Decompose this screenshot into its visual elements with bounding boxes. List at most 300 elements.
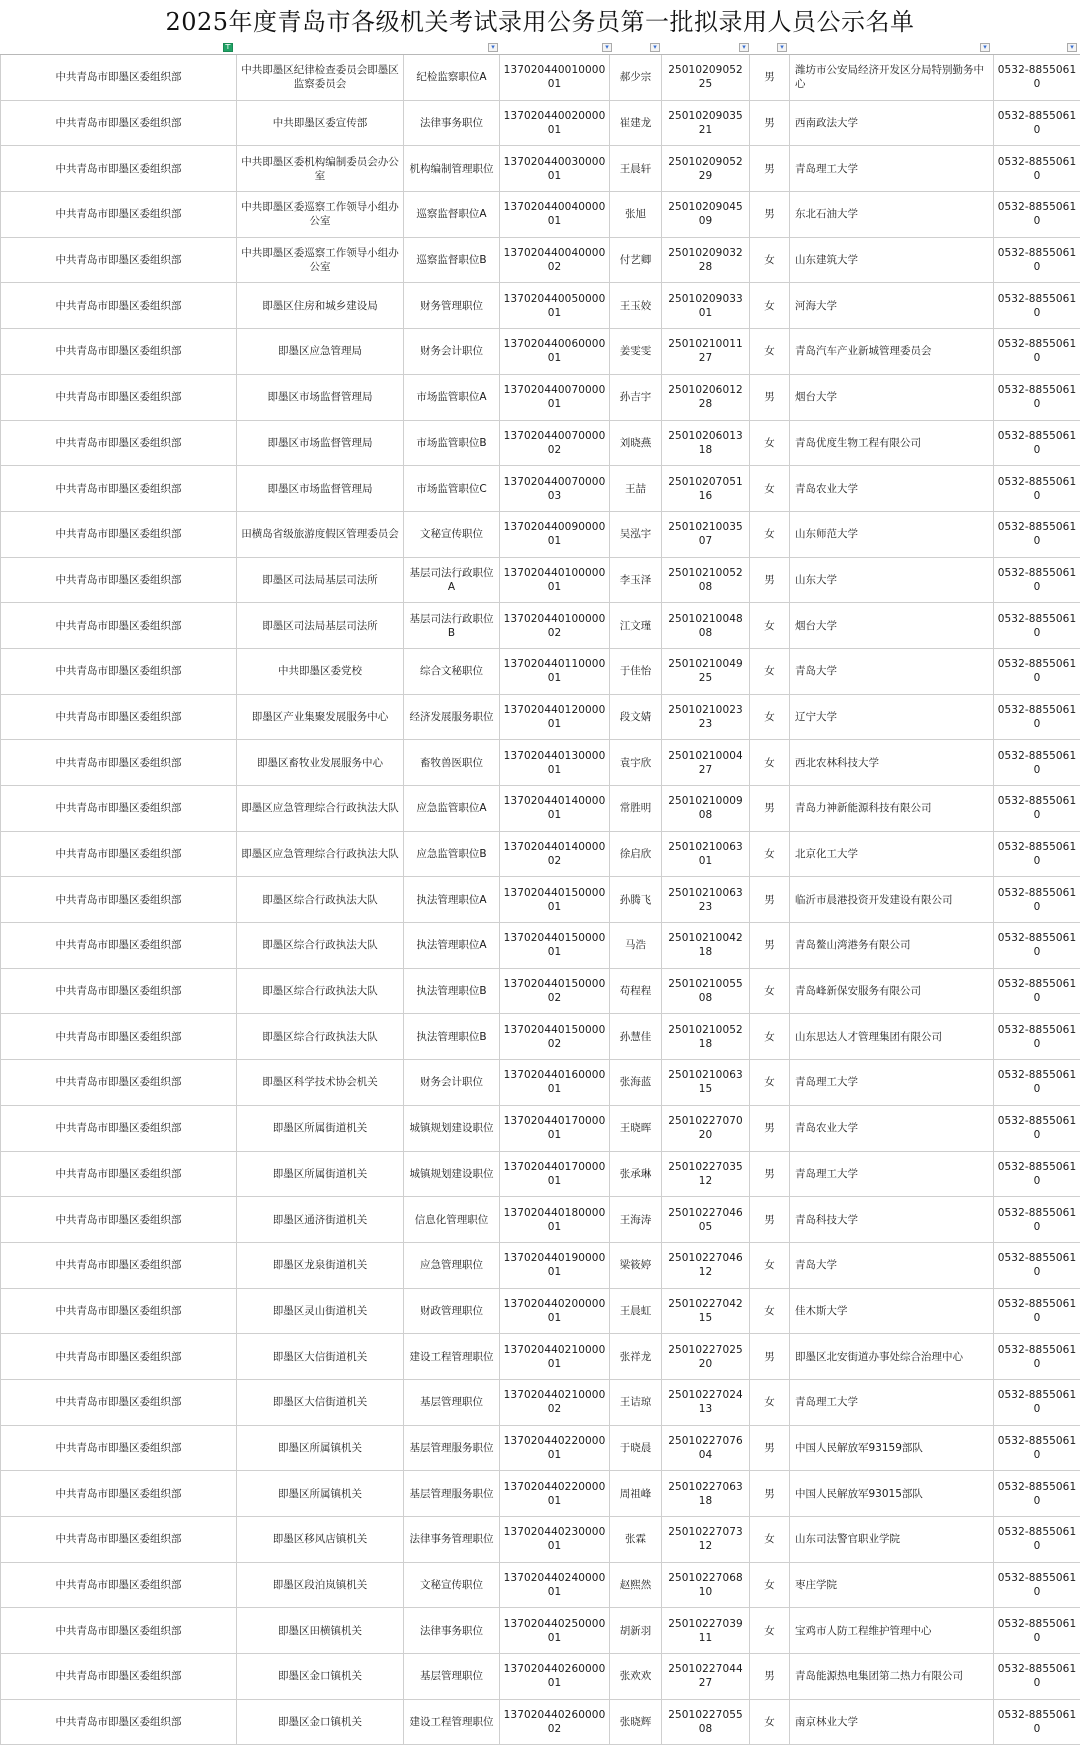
cell-contact-phone[interactable]: 0532-88550610 [994, 466, 1080, 512]
cell-contact-phone[interactable]: 0532-88550610 [994, 1471, 1080, 1517]
cell-school-or-employer[interactable]: 青岛力神新能源科技有限公司 [790, 786, 994, 832]
cell-position-code[interactable]: 13702044020000001 [500, 1288, 610, 1334]
cell-gender[interactable]: 男 [750, 1334, 790, 1380]
cell-position[interactable]: 应急管理职位 [404, 1242, 500, 1288]
cell-school-or-employer[interactable]: 中国人民解放军93015部队 [790, 1471, 994, 1517]
cell-recruiting-unit[interactable]: 中共青岛市即墨区委组织部 [1, 1699, 237, 1745]
cell-recruiting-unit[interactable]: 中共青岛市即墨区委组织部 [1, 146, 237, 192]
cell-position-code[interactable]: 13702044019000001 [500, 1242, 610, 1288]
cell-position-code[interactable]: 13702044013000001 [500, 740, 610, 786]
cell-gender[interactable]: 女 [750, 740, 790, 786]
cell-gender[interactable]: 女 [750, 1517, 790, 1563]
cell-school-or-employer[interactable]: 青岛科技大学 [790, 1197, 994, 1243]
cell-gender[interactable]: 女 [750, 237, 790, 283]
cell-candidate-name[interactable]: 袁宇欣 [610, 740, 662, 786]
cell-school-or-employer[interactable]: 青岛理工大学 [790, 1379, 994, 1425]
cell-school-or-employer[interactable]: 山东大学 [790, 557, 994, 603]
cell-position[interactable]: 基层管理职位 [404, 1379, 500, 1425]
cell-position[interactable]: 经济发展服务职位 [404, 694, 500, 740]
cell-position-code[interactable]: 13702044025000001 [500, 1608, 610, 1654]
cell-department[interactable]: 即墨区司法局基层司法所 [237, 557, 404, 603]
cell-exam-number[interactable]: 2501021002323 [662, 694, 750, 740]
cell-position[interactable]: 基层管理服务职位 [404, 1471, 500, 1517]
cell-candidate-name[interactable]: 王晓晖 [610, 1105, 662, 1151]
cell-department[interactable]: 即墨区综合行政执法大队 [237, 1014, 404, 1060]
cell-gender[interactable]: 女 [750, 1699, 790, 1745]
cell-department[interactable]: 即墨区住房和城乡建设局 [237, 283, 404, 329]
cell-position-code[interactable]: 13702044007000003 [500, 466, 610, 512]
cell-school-or-employer[interactable]: 中国人民解放军93159部队 [790, 1425, 994, 1471]
cell-candidate-name[interactable]: 于佳怡 [610, 648, 662, 694]
cell-contact-phone[interactable]: 0532-88550610 [994, 557, 1080, 603]
cell-department[interactable]: 即墨区金口镇机关 [237, 1654, 404, 1700]
cell-candidate-name[interactable]: 孙腾飞 [610, 877, 662, 923]
cell-recruiting-unit[interactable]: 中共青岛市即墨区委组织部 [1, 831, 237, 877]
filter-dropdown-icon[interactable]: ▾ [980, 43, 990, 52]
cell-position[interactable]: 基层管理职位 [404, 1654, 500, 1700]
cell-position-code[interactable]: 13702044014000001 [500, 786, 610, 832]
cell-position[interactable]: 纪检监察职位A [404, 55, 500, 100]
cell-contact-phone[interactable]: 0532-88550610 [994, 1288, 1080, 1334]
cell-department[interactable]: 即墨区应急管理综合行政执法大队 [237, 786, 404, 832]
cell-school-or-employer[interactable]: 青岛大学 [790, 1242, 994, 1288]
cell-position[interactable]: 城镇规划建设职位 [404, 1105, 500, 1151]
cell-position[interactable]: 市场监管职位C [404, 466, 500, 512]
cell-gender[interactable]: 女 [750, 420, 790, 466]
cell-position[interactable]: 应急监管职位A [404, 786, 500, 832]
cell-contact-phone[interactable]: 0532-88550610 [994, 283, 1080, 329]
cell-position[interactable]: 巡察监督职位A [404, 192, 500, 238]
cell-position[interactable]: 市场监管职位B [404, 420, 500, 466]
cell-position[interactable]: 财政管理职位 [404, 1288, 500, 1334]
cell-contact-phone[interactable]: 0532-88550610 [994, 648, 1080, 694]
cell-gender[interactable]: 男 [750, 557, 790, 603]
cell-exam-number[interactable]: 2501022706318 [662, 1471, 750, 1517]
cell-position[interactable]: 信息化管理职位 [404, 1197, 500, 1243]
cell-recruiting-unit[interactable]: 中共青岛市即墨区委组织部 [1, 420, 237, 466]
cell-recruiting-unit[interactable]: 中共青岛市即墨区委组织部 [1, 648, 237, 694]
cell-contact-phone[interactable]: 0532-88550610 [994, 1425, 1080, 1471]
cell-candidate-name[interactable]: 江文瑾 [610, 603, 662, 649]
cell-recruiting-unit[interactable]: 中共青岛市即墨区委组织部 [1, 1654, 237, 1700]
cell-gender[interactable]: 男 [750, 786, 790, 832]
cell-exam-number[interactable]: 2501021006315 [662, 1060, 750, 1106]
table-row[interactable] [1, 1608, 1080, 1654]
cell-contact-phone[interactable]: 0532-88550610 [994, 1654, 1080, 1700]
cell-recruiting-unit[interactable]: 中共青岛市即墨区委组织部 [1, 100, 237, 146]
cell-school-or-employer[interactable]: 青岛能源热电集团第二热力有限公司 [790, 1654, 994, 1700]
cell-candidate-name[interactable]: 胡新羽 [610, 1608, 662, 1654]
cell-department[interactable]: 即墨区段泊岚镇机关 [237, 1562, 404, 1608]
cell-candidate-name[interactable]: 付艺卿 [610, 237, 662, 283]
cell-recruiting-unit[interactable]: 中共青岛市即墨区委组织部 [1, 1197, 237, 1243]
cell-candidate-name[interactable]: 孙慧佳 [610, 1014, 662, 1060]
cell-contact-phone[interactable]: 0532-88550610 [994, 1379, 1080, 1425]
cell-candidate-name[interactable]: 孙吉宇 [610, 374, 662, 420]
table-row[interactable] [1, 1197, 1080, 1243]
cell-department[interactable]: 即墨区综合行政执法大队 [237, 877, 404, 923]
cell-gender[interactable]: 男 [750, 1105, 790, 1151]
cell-school-or-employer[interactable]: 河海大学 [790, 283, 994, 329]
table-row[interactable] [1, 1334, 1080, 1380]
cell-contact-phone[interactable]: 0532-88550610 [994, 100, 1080, 146]
cell-candidate-name[interactable]: 王喆 [610, 466, 662, 512]
cell-candidate-name[interactable]: 王诘琼 [610, 1379, 662, 1425]
cell-gender[interactable]: 女 [750, 466, 790, 512]
cell-candidate-name[interactable]: 张旭 [610, 192, 662, 238]
cell-department[interactable]: 即墨区所属镇机关 [237, 1425, 404, 1471]
cell-position-code[interactable]: 13702044026000002 [500, 1699, 610, 1745]
cell-position[interactable]: 基层管理服务职位 [404, 1425, 500, 1471]
cell-department[interactable]: 即墨区市场监督管理局 [237, 420, 404, 466]
filter-dropdown-icon[interactable]: ▾ [488, 43, 498, 52]
cell-exam-number[interactable]: 2501020905229 [662, 146, 750, 192]
cell-exam-number[interactable]: 2501021004808 [662, 603, 750, 649]
table-row[interactable] [1, 374, 1080, 420]
cell-position-code[interactable]: 13702044003000001 [500, 146, 610, 192]
cell-position-code[interactable]: 13702044021000002 [500, 1379, 610, 1425]
cell-position-code[interactable]: 13702044024000001 [500, 1562, 610, 1608]
table-row[interactable] [1, 1471, 1080, 1517]
cell-candidate-name[interactable]: 张欢欢 [610, 1654, 662, 1700]
cell-recruiting-unit[interactable]: 中共青岛市即墨区委组织部 [1, 283, 237, 329]
cell-department[interactable]: 即墨区移风店镇机关 [237, 1517, 404, 1563]
cell-department[interactable]: 即墨区所属街道机关 [237, 1151, 404, 1197]
cell-gender[interactable]: 男 [750, 1654, 790, 1700]
cell-exam-number[interactable]: 2501022705508 [662, 1699, 750, 1745]
cell-department[interactable]: 即墨区司法局基层司法所 [237, 603, 404, 649]
table-row[interactable] [1, 420, 1080, 466]
cell-position-code[interactable]: 13702044014000002 [500, 831, 610, 877]
cell-position-code[interactable]: 13702044015000001 [500, 877, 610, 923]
cell-contact-phone[interactable]: 0532-88550610 [994, 420, 1080, 466]
cell-school-or-employer[interactable]: 青岛理工大学 [790, 146, 994, 192]
cell-contact-phone[interactable]: 0532-88550610 [994, 146, 1080, 192]
cell-department[interactable]: 即墨区应急管理综合行政执法大队 [237, 831, 404, 877]
filter-dropdown-icon[interactable]: ▾ [777, 43, 787, 52]
cell-position[interactable]: 执法管理职位B [404, 1014, 500, 1060]
cell-recruiting-unit[interactable]: 中共青岛市即墨区委组织部 [1, 1562, 237, 1608]
cell-exam-number[interactable]: 2501022707020 [662, 1105, 750, 1151]
cell-school-or-employer[interactable]: 青岛峰新保安服务有限公司 [790, 968, 994, 1014]
table-row[interactable] [1, 100, 1080, 146]
cell-position-code[interactable]: 13702044018000001 [500, 1197, 610, 1243]
cell-gender[interactable]: 男 [750, 1425, 790, 1471]
cell-school-or-employer[interactable]: 青岛理工大学 [790, 1151, 994, 1197]
cell-exam-number[interactable]: 2501021000427 [662, 740, 750, 786]
cell-candidate-name[interactable]: 苟程程 [610, 968, 662, 1014]
cell-exam-number[interactable]: 2501022707604 [662, 1425, 750, 1471]
cell-candidate-name[interactable]: 梁筱婷 [610, 1242, 662, 1288]
cell-exam-number[interactable]: 2501021005208 [662, 557, 750, 603]
cell-position-code[interactable]: 13702044006000001 [500, 329, 610, 375]
cell-recruiting-unit[interactable]: 中共青岛市即墨区委组织部 [1, 1608, 237, 1654]
cell-recruiting-unit[interactable]: 中共青岛市即墨区委组织部 [1, 923, 237, 969]
cell-candidate-name[interactable]: 徐启欣 [610, 831, 662, 877]
cell-gender[interactable]: 男 [750, 1151, 790, 1197]
cell-contact-phone[interactable]: 0532-88550610 [994, 374, 1080, 420]
cell-department[interactable]: 即墨区综合行政执法大队 [237, 923, 404, 969]
cell-contact-phone[interactable]: 0532-88550610 [994, 603, 1080, 649]
cell-exam-number[interactable]: 2501021000908 [662, 786, 750, 832]
cell-gender[interactable]: 男 [750, 923, 790, 969]
cell-recruiting-unit[interactable]: 中共青岛市即墨区委组织部 [1, 1060, 237, 1106]
cell-candidate-name[interactable]: 王晨虹 [610, 1288, 662, 1334]
cell-exam-number[interactable]: 2501020905225 [662, 55, 750, 100]
cell-position-code[interactable]: 13702044007000002 [500, 420, 610, 466]
cell-position-code[interactable]: 13702044015000002 [500, 1014, 610, 1060]
table-row[interactable] [1, 329, 1080, 375]
cell-exam-number[interactable]: 2501020601228 [662, 374, 750, 420]
cell-gender[interactable]: 男 [750, 877, 790, 923]
cell-gender[interactable]: 女 [750, 694, 790, 740]
cell-department[interactable]: 即墨区大信街道机关 [237, 1379, 404, 1425]
cell-school-or-employer[interactable]: 山东建筑大学 [790, 237, 994, 283]
cell-position[interactable]: 财务会计职位 [404, 1060, 500, 1106]
cell-department[interactable]: 即墨区龙泉街道机关 [237, 1242, 404, 1288]
table-row[interactable] [1, 603, 1080, 649]
cell-candidate-name[interactable]: 崔建龙 [610, 100, 662, 146]
cell-school-or-employer[interactable]: 潍坊市公安局经济开发区分局特别勤务中心 [790, 55, 994, 100]
table-row[interactable] [1, 1014, 1080, 1060]
cell-contact-phone[interactable]: 0532-88550610 [994, 55, 1080, 100]
cell-department[interactable]: 即墨区通济街道机关 [237, 1197, 404, 1243]
cell-position[interactable]: 畜牧兽医职位 [404, 740, 500, 786]
table-row[interactable] [1, 1517, 1080, 1563]
cell-exam-number[interactable]: 2501021005218 [662, 1014, 750, 1060]
cell-gender[interactable]: 女 [750, 511, 790, 557]
cell-position[interactable]: 建设工程管理职位 [404, 1334, 500, 1380]
cell-department[interactable]: 即墨区大信街道机关 [237, 1334, 404, 1380]
cell-department[interactable]: 即墨区市场监督管理局 [237, 466, 404, 512]
table-row[interactable] [1, 466, 1080, 512]
cell-recruiting-unit[interactable]: 中共青岛市即墨区委组织部 [1, 786, 237, 832]
cell-candidate-name[interactable]: 马浩 [610, 923, 662, 969]
cell-position-code[interactable]: 13702044022000001 [500, 1471, 610, 1517]
cell-gender[interactable]: 女 [750, 1014, 790, 1060]
cell-recruiting-unit[interactable]: 中共青岛市即墨区委组织部 [1, 1242, 237, 1288]
cell-position[interactable]: 城镇规划建设职位 [404, 1151, 500, 1197]
cell-gender[interactable]: 女 [750, 283, 790, 329]
cell-position[interactable]: 法律事务职位 [404, 1608, 500, 1654]
cell-position-code[interactable]: 13702044023000001 [500, 1517, 610, 1563]
cell-position-code[interactable]: 13702044015000001 [500, 923, 610, 969]
cell-school-or-employer[interactable]: 青岛优度生物工程有限公司 [790, 420, 994, 466]
cell-contact-phone[interactable]: 0532-88550610 [994, 329, 1080, 375]
table-row[interactable] [1, 1288, 1080, 1334]
cell-recruiting-unit[interactable]: 中共青岛市即墨区委组织部 [1, 694, 237, 740]
filter-dropdown-icon[interactable]: ▾ [602, 43, 612, 52]
cell-position-code[interactable]: 13702044017000001 [500, 1105, 610, 1151]
cell-department[interactable]: 中共即墨区委巡察工作领导小组办公室 [237, 237, 404, 283]
table-row[interactable] [1, 1379, 1080, 1425]
cell-candidate-name[interactable]: 周祖峰 [610, 1471, 662, 1517]
cell-recruiting-unit[interactable]: 中共青岛市即墨区委组织部 [1, 968, 237, 1014]
cell-candidate-name[interactable]: 吴泓宇 [610, 511, 662, 557]
cell-recruiting-unit[interactable]: 中共青岛市即墨区委组织部 [1, 329, 237, 375]
cell-position[interactable]: 应急监管职位B [404, 831, 500, 877]
cell-school-or-employer[interactable]: 北京化工大学 [790, 831, 994, 877]
cell-school-or-employer[interactable]: 青岛大学 [790, 648, 994, 694]
cell-recruiting-unit[interactable]: 中共青岛市即墨区委组织部 [1, 1288, 237, 1334]
cell-gender[interactable]: 女 [750, 968, 790, 1014]
cell-gender[interactable]: 女 [750, 329, 790, 375]
cell-department[interactable]: 即墨区所属镇机关 [237, 1471, 404, 1517]
cell-gender[interactable]: 女 [750, 648, 790, 694]
cell-gender[interactable]: 男 [750, 374, 790, 420]
cell-recruiting-unit[interactable]: 中共青岛市即墨区委组织部 [1, 192, 237, 238]
table-row[interactable] [1, 237, 1080, 283]
cell-exam-number[interactable]: 2501022707312 [662, 1517, 750, 1563]
cell-recruiting-unit[interactable]: 中共青岛市即墨区委组织部 [1, 511, 237, 557]
cell-gender[interactable]: 女 [750, 603, 790, 649]
cell-school-or-employer[interactable]: 即墨区北安街道办事处综合治理中心 [790, 1334, 994, 1380]
cell-school-or-employer[interactable]: 烟台大学 [790, 374, 994, 420]
cell-position-code[interactable]: 13702044011000001 [500, 648, 610, 694]
cell-position[interactable]: 法律事务职位 [404, 100, 500, 146]
cell-candidate-name[interactable]: 张海蓝 [610, 1060, 662, 1106]
cell-contact-phone[interactable]: 0532-88550610 [994, 694, 1080, 740]
cell-recruiting-unit[interactable]: 中共青岛市即墨区委组织部 [1, 1105, 237, 1151]
cell-candidate-name[interactable]: 张晓辉 [610, 1699, 662, 1745]
table-row[interactable] [1, 831, 1080, 877]
cell-school-or-employer[interactable]: 东北石油大学 [790, 192, 994, 238]
cell-candidate-name[interactable]: 张霖 [610, 1517, 662, 1563]
cell-contact-phone[interactable]: 0532-88550610 [994, 740, 1080, 786]
cell-position-code[interactable]: 13702044012000001 [500, 694, 610, 740]
cell-gender[interactable]: 男 [750, 1197, 790, 1243]
cell-school-or-employer[interactable]: 山东师范大学 [790, 511, 994, 557]
cell-exam-number[interactable]: 2501021005508 [662, 968, 750, 1014]
cell-candidate-name[interactable]: 李玉泽 [610, 557, 662, 603]
cell-exam-number[interactable]: 2501022703911 [662, 1608, 750, 1654]
cell-candidate-name[interactable]: 刘晓燕 [610, 420, 662, 466]
cell-position[interactable]: 巡察监督职位B [404, 237, 500, 283]
cell-contact-phone[interactable]: 0532-88550610 [994, 1105, 1080, 1151]
cell-contact-phone[interactable]: 0532-88550610 [994, 923, 1080, 969]
cell-recruiting-unit[interactable]: 中共青岛市即墨区委组织部 [1, 1517, 237, 1563]
table-row[interactable] [1, 1699, 1080, 1745]
cell-position-code[interactable]: 13702044016000001 [500, 1060, 610, 1106]
cell-contact-phone[interactable]: 0532-88550610 [994, 831, 1080, 877]
cell-position-code[interactable]: 13702044009000001 [500, 511, 610, 557]
cell-gender[interactable]: 男 [750, 100, 790, 146]
cell-position[interactable]: 法律事务管理职位 [404, 1517, 500, 1563]
cell-contact-phone[interactable]: 0532-88550610 [994, 1608, 1080, 1654]
cell-contact-phone[interactable]: 0532-88550610 [994, 786, 1080, 832]
cell-contact-phone[interactable]: 0532-88550610 [994, 1151, 1080, 1197]
cell-position[interactable]: 基层司法行政职位B [404, 603, 500, 649]
cell-position[interactable]: 财务管理职位 [404, 283, 500, 329]
cell-position-code[interactable]: 13702044022000001 [500, 1425, 610, 1471]
table-row[interactable] [1, 557, 1080, 603]
cell-position[interactable]: 执法管理职位A [404, 877, 500, 923]
table-row[interactable] [1, 1151, 1080, 1197]
cell-recruiting-unit[interactable]: 中共青岛市即墨区委组织部 [1, 1379, 237, 1425]
filter-dropdown-icon[interactable]: ▾ [650, 43, 660, 52]
cell-exam-number[interactable]: 2501020904509 [662, 192, 750, 238]
cell-position-code[interactable]: 13702044007000001 [500, 374, 610, 420]
cell-department[interactable]: 即墨区所属街道机关 [237, 1105, 404, 1151]
table-row[interactable] [1, 1105, 1080, 1151]
cell-department[interactable]: 即墨区应急管理局 [237, 329, 404, 375]
cell-contact-phone[interactable]: 0532-88550610 [994, 511, 1080, 557]
cell-contact-phone[interactable]: 0532-88550610 [994, 192, 1080, 238]
cell-position-code[interactable]: 13702044026000001 [500, 1654, 610, 1700]
cell-gender[interactable]: 男 [750, 146, 790, 192]
table-row[interactable] [1, 192, 1080, 238]
table-row[interactable] [1, 877, 1080, 923]
cell-gender[interactable]: 女 [750, 831, 790, 877]
cell-recruiting-unit[interactable]: 中共青岛市即墨区委组织部 [1, 1151, 237, 1197]
cell-position-code[interactable]: 13702044015000002 [500, 968, 610, 1014]
cell-contact-phone[interactable]: 0532-88550610 [994, 1562, 1080, 1608]
cell-gender[interactable]: 女 [750, 1242, 790, 1288]
cell-recruiting-unit[interactable]: 中共青岛市即墨区委组织部 [1, 1334, 237, 1380]
cell-position-code[interactable]: 13702044002000001 [500, 100, 610, 146]
cell-exam-number[interactable]: 2501022702520 [662, 1334, 750, 1380]
cell-school-or-employer[interactable]: 南京林业大学 [790, 1699, 994, 1745]
table-row[interactable] [1, 1562, 1080, 1608]
cell-contact-phone[interactable]: 0532-88550610 [994, 1014, 1080, 1060]
cell-school-or-employer[interactable]: 青岛农业大学 [790, 1105, 994, 1151]
cell-position-code[interactable]: 13702044001000001 [500, 55, 610, 100]
cell-exam-number[interactable]: 2501021004218 [662, 923, 750, 969]
cell-gender[interactable]: 女 [750, 1608, 790, 1654]
cell-school-or-employer[interactable]: 山东司法警官职业学院 [790, 1517, 994, 1563]
cell-recruiting-unit[interactable]: 中共青岛市即墨区委组织部 [1, 1014, 237, 1060]
cell-department[interactable]: 中共即墨区委宣传部 [237, 100, 404, 146]
table-row[interactable] [1, 648, 1080, 694]
cell-gender[interactable]: 男 [750, 55, 790, 100]
cell-candidate-name[interactable]: 郝少宗 [610, 55, 662, 100]
table-row[interactable] [1, 1425, 1080, 1471]
cell-position[interactable]: 基层司法行政职位A [404, 557, 500, 603]
cell-exam-number[interactable]: 2501020903301 [662, 283, 750, 329]
cell-recruiting-unit[interactable]: 中共青岛市即墨区委组织部 [1, 1471, 237, 1517]
table-row[interactable] [1, 1654, 1080, 1700]
cell-candidate-name[interactable]: 王海涛 [610, 1197, 662, 1243]
cell-candidate-name[interactable]: 赵熙然 [610, 1562, 662, 1608]
cell-recruiting-unit[interactable]: 中共青岛市即墨区委组织部 [1, 237, 237, 283]
cell-department[interactable]: 即墨区灵山街道机关 [237, 1288, 404, 1334]
cell-position[interactable]: 执法管理职位B [404, 968, 500, 1014]
cell-exam-number[interactable]: 2501022703512 [662, 1151, 750, 1197]
cell-department[interactable]: 中共即墨区委党校 [237, 648, 404, 694]
cell-recruiting-unit[interactable]: 中共青岛市即墨区委组织部 [1, 466, 237, 512]
cell-recruiting-unit[interactable]: 中共青岛市即墨区委组织部 [1, 374, 237, 420]
cell-exam-number[interactable]: 2501022704612 [662, 1242, 750, 1288]
cell-school-or-employer[interactable]: 枣庄学院 [790, 1562, 994, 1608]
cell-position[interactable]: 机构编制管理职位 [404, 146, 500, 192]
cell-gender[interactable]: 女 [750, 1379, 790, 1425]
cell-position-code[interactable]: 13702044005000001 [500, 283, 610, 329]
cell-candidate-name[interactable]: 王晨轩 [610, 146, 662, 192]
cell-recruiting-unit[interactable]: 中共青岛市即墨区委组织部 [1, 557, 237, 603]
cell-position[interactable]: 综合文秘职位 [404, 648, 500, 694]
cell-school-or-employer[interactable]: 青岛鳌山湾港务有限公司 [790, 923, 994, 969]
table-row[interactable] [1, 55, 1080, 100]
cell-school-or-employer[interactable]: 佳木斯大学 [790, 1288, 994, 1334]
cell-department[interactable]: 即墨区市场监督管理局 [237, 374, 404, 420]
cell-department[interactable]: 即墨区畜牧业发展服务中心 [237, 740, 404, 786]
cell-candidate-name[interactable]: 王玉姣 [610, 283, 662, 329]
filter-dropdown-icon[interactable]: ▾ [1067, 43, 1077, 52]
cell-contact-phone[interactable]: 0532-88550610 [994, 1060, 1080, 1106]
cell-gender[interactable]: 女 [750, 1288, 790, 1334]
cell-department[interactable]: 中共即墨区委巡察工作领导小组办公室 [237, 192, 404, 238]
cell-exam-number[interactable]: 2501020903521 [662, 100, 750, 146]
